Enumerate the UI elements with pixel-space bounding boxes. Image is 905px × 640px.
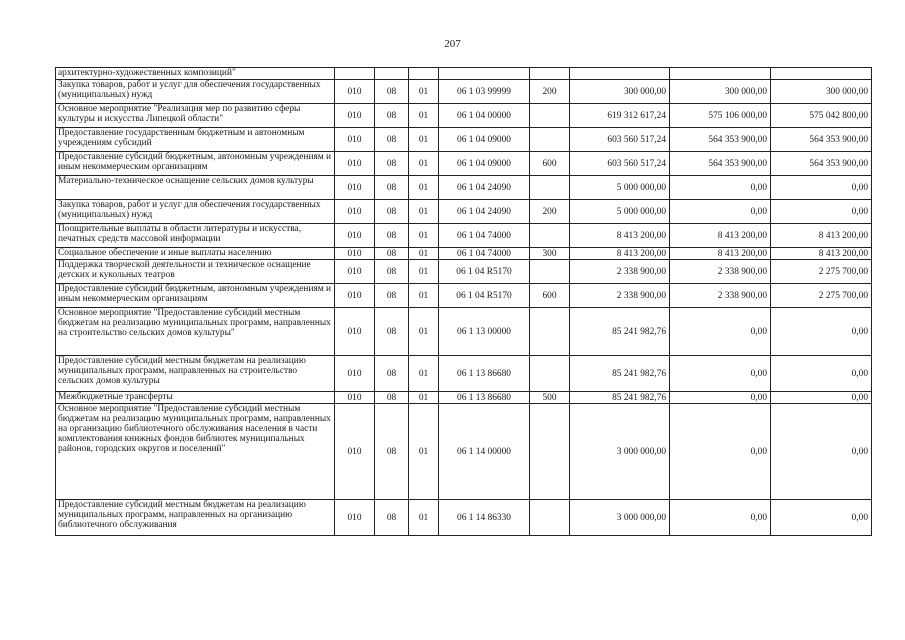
amount-year3-cell: 0,00	[771, 404, 872, 500]
amount-year2-cell: 0,00	[670, 176, 771, 200]
amount-year2-cell: 8 413 200,00	[670, 248, 771, 260]
row-name-cell: Основное мероприятие "Реализация мер по развитию сферы культуры и искусства Липецкой области"	[56, 104, 335, 128]
table-row	[56, 224, 872, 248]
row-name-cell: Предоставление субсидий бюджетным, автономным учреждениям и иным некоммерческим организациям	[56, 152, 335, 176]
target-article-cell: 06 1 13 86680	[439, 392, 530, 404]
amount-year3-cell: 564 353 900,00	[771, 152, 872, 176]
ministry-code-cell: 010	[335, 248, 375, 260]
subsection-code-cell: 01	[409, 128, 439, 152]
row-name-cell: Предоставление субсидий местным бюджетам на реализацию муниципальных программ, направленных на организацию библиотечного обслуживания	[56, 500, 335, 536]
amount-year3-cell: 0,00	[771, 308, 872, 356]
amount-year1-cell: 85 241 982,76	[570, 356, 670, 392]
subsection-code-cell: 01	[409, 356, 439, 392]
row-name-cell: Предоставление субсидий местным бюджетам на реализацию муниципальных программ, направленных на строительство сельских домов культуры	[56, 356, 335, 392]
amount-year3-cell	[771, 68, 872, 80]
subsection-code-cell: 01	[409, 248, 439, 260]
row-name-cell: Основное мероприятие "Предоставление субсидий местным бюджетам на реализацию муниципальных программ, направленных на организацию библиотечного обслуживания населения в части комплектования книжных фондов библиотек муниципальных районов, городских округов и поселений"	[56, 404, 335, 500]
subsection-code-cell: 01	[409, 500, 439, 536]
ministry-code-cell: 010	[335, 308, 375, 356]
expense-type-cell	[530, 104, 570, 128]
subsection-code-cell: 01	[409, 104, 439, 128]
ministry-code-cell: 010	[335, 404, 375, 500]
target-article-cell: 06 1 03 99999	[439, 80, 530, 104]
section-code-cell: 08	[375, 260, 409, 284]
amount-year3-cell: 575 042 800,00	[771, 104, 872, 128]
amount-year2-cell: 8 413 200,00	[670, 224, 771, 248]
amount-year2-cell: 300 000,00	[670, 80, 771, 104]
amount-year1-cell: 5 000 000,00	[570, 176, 670, 200]
ministry-code-cell: 010	[335, 176, 375, 200]
row-name-cell: архитектурно-художественных композиций"	[56, 68, 335, 80]
amount-year2-cell: 0,00	[670, 308, 771, 356]
table-row	[56, 176, 872, 200]
row-name-cell: Предоставление субсидий бюджетным, автономным учреждениям и иным некоммерческим организациям	[56, 284, 335, 308]
subsection-code-cell: 01	[409, 308, 439, 356]
ministry-code-cell: 010	[335, 128, 375, 152]
table-row	[56, 128, 872, 152]
amount-year3-cell: 0,00	[771, 392, 872, 404]
section-code-cell: 08	[375, 308, 409, 356]
section-code-cell: 08	[375, 104, 409, 128]
row-name-cell: Социальное обеспечение и иные выплаты населению	[56, 248, 335, 260]
expense-type-cell: 600	[530, 152, 570, 176]
expense-type-cell	[530, 356, 570, 392]
subsection-code-cell: 01	[409, 284, 439, 308]
section-code-cell: 08	[375, 392, 409, 404]
section-code-cell: 08	[375, 404, 409, 500]
amount-year3-cell: 300 000,00	[771, 80, 872, 104]
table-row	[56, 260, 872, 284]
target-article-cell	[439, 68, 530, 80]
ministry-code-cell: 010	[335, 152, 375, 176]
ministry-code-cell: 010	[335, 500, 375, 536]
amount-year1-cell: 8 413 200,00	[570, 248, 670, 260]
section-code-cell: 08	[375, 80, 409, 104]
amount-year2-cell: 575 106 000,00	[670, 104, 771, 128]
row-name-cell: Поощрительные выплаты в области литературы и искусства, печатных средств массовой информации	[56, 224, 335, 248]
target-article-cell: 06 1 04 24090	[439, 200, 530, 224]
ministry-code-cell: 010	[335, 260, 375, 284]
row-name-cell: Межбюджетные трансферты	[56, 392, 335, 404]
expense-type-cell: 200	[530, 200, 570, 224]
amount-year1-cell: 8 413 200,00	[570, 224, 670, 248]
amount-year1-cell: 300 000,00	[570, 80, 670, 104]
ministry-code-cell: 010	[335, 284, 375, 308]
subsection-code-cell: 01	[409, 152, 439, 176]
expense-type-cell	[530, 176, 570, 200]
row-name-cell: Закупка товаров, работ и услуг для обеспечения государственных (муниципальных) нужд	[56, 200, 335, 224]
amount-year3-cell: 564 353 900,00	[771, 128, 872, 152]
row-name-cell: Поддержка творческой деятельности и техническое оснащение детских и кукольных театров	[56, 260, 335, 284]
expense-type-cell: 600	[530, 284, 570, 308]
amount-year2-cell	[670, 68, 771, 80]
expense-type-cell	[530, 260, 570, 284]
amount-year1-cell: 619 312 617,24	[570, 104, 670, 128]
table-row	[56, 200, 872, 224]
table-row	[56, 104, 872, 128]
amount-year1-cell	[570, 68, 670, 80]
amount-year1-cell: 603 560 517,24	[570, 152, 670, 176]
target-article-cell: 06 1 04 09000	[439, 152, 530, 176]
ministry-code-cell: 010	[335, 104, 375, 128]
section-code-cell: 08	[375, 152, 409, 176]
table-row	[56, 248, 872, 260]
amount-year1-cell: 5 000 000,00	[570, 200, 670, 224]
subsection-code-cell: 01	[409, 392, 439, 404]
table-row	[56, 284, 872, 308]
amount-year2-cell: 0,00	[670, 500, 771, 536]
amount-year2-cell: 564 353 900,00	[670, 128, 771, 152]
subsection-code-cell	[409, 68, 439, 80]
amount-year2-cell: 2 338 900,00	[670, 284, 771, 308]
section-code-cell: 08	[375, 356, 409, 392]
expense-type-cell	[530, 68, 570, 80]
expense-type-cell	[530, 224, 570, 248]
table-row	[56, 68, 872, 80]
amount-year1-cell: 603 560 517,24	[570, 128, 670, 152]
subsection-code-cell: 01	[409, 224, 439, 248]
budget-table	[55, 67, 872, 536]
section-code-cell: 08	[375, 128, 409, 152]
expense-type-cell	[530, 404, 570, 500]
section-code-cell: 08	[375, 248, 409, 260]
amount-year2-cell: 0,00	[670, 200, 771, 224]
table-row	[56, 500, 872, 536]
target-article-cell: 06 1 04 09000	[439, 128, 530, 152]
table-row	[56, 152, 872, 176]
section-code-cell: 08	[375, 284, 409, 308]
target-article-cell: 06 1 04 R5170	[439, 260, 530, 284]
subsection-code-cell: 01	[409, 80, 439, 104]
target-article-cell: 06 1 14 00000	[439, 404, 530, 500]
target-article-cell: 06 1 04 R5170	[439, 284, 530, 308]
table-row	[56, 308, 872, 356]
section-code-cell	[375, 68, 409, 80]
ministry-code-cell: 010	[335, 200, 375, 224]
ministry-code-cell: 010	[335, 224, 375, 248]
target-article-cell: 06 1 04 74000	[439, 248, 530, 260]
section-code-cell: 08	[375, 176, 409, 200]
table-row	[56, 356, 872, 392]
ministry-code-cell: 010	[335, 392, 375, 404]
table-row	[56, 404, 872, 500]
target-article-cell: 06 1 04 24090	[439, 176, 530, 200]
amount-year3-cell: 0,00	[771, 200, 872, 224]
amount-year3-cell: 2 275 700,00	[771, 260, 872, 284]
amount-year3-cell: 8 413 200,00	[771, 248, 872, 260]
target-article-cell: 06 1 04 74000	[439, 224, 530, 248]
amount-year2-cell: 2 338 900,00	[670, 260, 771, 284]
amount-year1-cell: 2 338 900,00	[570, 260, 670, 284]
amount-year2-cell: 0,00	[670, 392, 771, 404]
page-number: 207	[444, 38, 461, 50]
amount-year1-cell: 85 241 982,76	[570, 392, 670, 404]
expense-type-cell: 300	[530, 248, 570, 260]
row-name-cell: Основное мероприятие "Предоставление субсидий местным бюджетам на реализацию муниципальных программ, направленных на строительство сельских домов культуры"	[56, 308, 335, 356]
amount-year3-cell: 8 413 200,00	[771, 224, 872, 248]
expense-type-cell: 200	[530, 80, 570, 104]
amount-year3-cell: 0,00	[771, 500, 872, 536]
subsection-code-cell: 01	[409, 260, 439, 284]
row-name-cell: Материально-техническое оснащение сельских домов культуры	[56, 176, 335, 200]
amount-year2-cell: 564 353 900,00	[670, 152, 771, 176]
expense-type-cell: 500	[530, 392, 570, 404]
target-article-cell: 06 1 14 86330	[439, 500, 530, 536]
amount-year2-cell: 0,00	[670, 356, 771, 392]
target-article-cell: 06 1 04 00000	[439, 104, 530, 128]
subsection-code-cell: 01	[409, 176, 439, 200]
ministry-code-cell: 010	[335, 356, 375, 392]
subsection-code-cell: 01	[409, 200, 439, 224]
section-code-cell: 08	[375, 500, 409, 536]
expense-type-cell	[530, 308, 570, 356]
expense-type-cell	[530, 500, 570, 536]
row-name-cell: Предоставление государственным бюджетным и автономным учреждениям субсидий	[56, 128, 335, 152]
ministry-code-cell	[335, 68, 375, 80]
section-code-cell: 08	[375, 200, 409, 224]
amount-year1-cell: 2 338 900,00	[570, 284, 670, 308]
amount-year3-cell: 0,00	[771, 356, 872, 392]
table-row	[56, 80, 872, 104]
amount-year1-cell: 3 000 000,00	[570, 500, 670, 536]
section-code-cell: 08	[375, 224, 409, 248]
ministry-code-cell: 010	[335, 80, 375, 104]
table-row	[56, 392, 872, 404]
subsection-code-cell: 01	[409, 404, 439, 500]
amount-year2-cell: 0,00	[670, 404, 771, 500]
row-name-cell: Закупка товаров, работ и услуг для обеспечения государственных (муниципальных) нужд	[56, 80, 335, 104]
amount-year1-cell: 85 241 982,76	[570, 308, 670, 356]
expense-type-cell	[530, 128, 570, 152]
target-article-cell: 06 1 13 00000	[439, 308, 530, 356]
amount-year3-cell: 2 275 700,00	[771, 284, 872, 308]
amount-year1-cell: 3 000 000,00	[570, 404, 670, 500]
amount-year3-cell: 0,00	[771, 176, 872, 200]
target-article-cell: 06 1 13 86680	[439, 356, 530, 392]
